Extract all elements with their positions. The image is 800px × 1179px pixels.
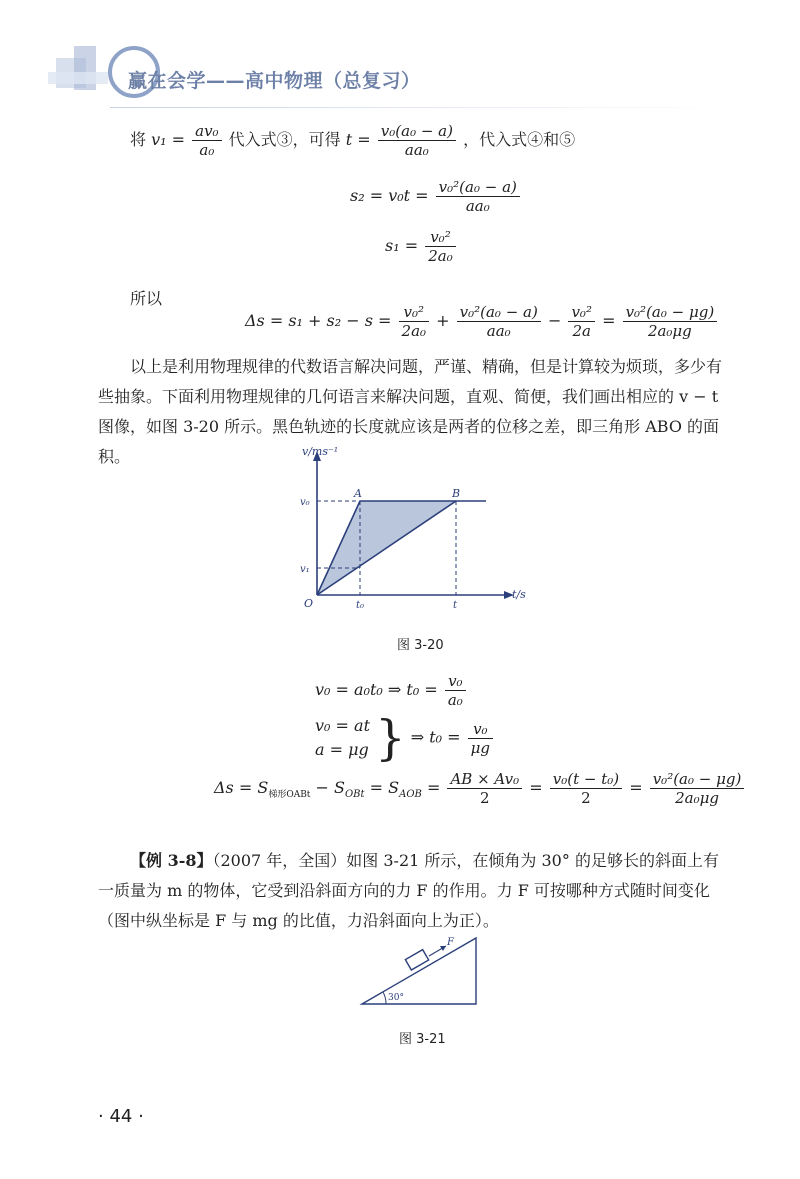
fraction xyxy=(447,770,522,807)
eq-lhs: s₁ = xyxy=(385,236,419,255)
eq-mid2: = S xyxy=(364,778,400,797)
figure-3-21-caption: 图 3-21 xyxy=(399,1032,446,1047)
frac-den: a₀ xyxy=(447,691,463,709)
equation-s2 xyxy=(350,178,522,215)
example-3-8 xyxy=(98,846,730,936)
header-rule xyxy=(110,107,730,108)
point-b-label: B xyxy=(452,487,461,500)
frac-den: aa₀ xyxy=(404,141,429,159)
frac-num: v₀² xyxy=(568,303,595,322)
fraction xyxy=(425,228,456,265)
text-pre: 将 xyxy=(130,130,152,149)
brace-icon: } xyxy=(375,710,406,766)
op-eq: = xyxy=(529,778,543,797)
sub-trapezoid: 梯形OABt xyxy=(268,790,311,801)
sub-obt: OBt xyxy=(344,789,365,801)
figure-3-20-caption: 图 3-20 xyxy=(397,638,444,653)
eq-line-b: a = μg xyxy=(315,740,369,759)
frac-den: 2 xyxy=(581,789,591,807)
frac-den: aa₀ xyxy=(486,322,511,340)
angle-arc xyxy=(383,992,386,1004)
frac-num: v₀²(a₀ − a) xyxy=(457,303,541,322)
fraction xyxy=(399,303,430,340)
header-title: 赢在会学——高中物理（总复习） xyxy=(128,70,421,92)
eq-v1: v₁ = xyxy=(151,130,186,149)
eq-rhs: ⇒ t₀ = xyxy=(410,727,461,747)
figure-3-21 xyxy=(358,932,483,1012)
text-post: ，代入式④和⑤ xyxy=(463,130,576,149)
frac-num: v₀² xyxy=(425,228,456,247)
frac-den: μg xyxy=(470,738,491,757)
x-axis-label: t/s xyxy=(512,588,526,601)
text-mid: 代入式③，可得 xyxy=(228,130,346,149)
angle-label: 30° xyxy=(388,993,404,1003)
frac-den: 2a₀μg xyxy=(647,322,692,340)
equation-area xyxy=(214,770,746,807)
frac-num: v₀²(a₀ − μg) xyxy=(623,303,718,322)
fraction xyxy=(445,672,466,709)
tick-t: t xyxy=(453,600,458,611)
example-text: （2007 年，全国）如图 3-21 所示，在倾角为 30° 的足够长的斜面上有一质量为 m 的物体，它受到沿斜面方向的力 F 的作用。力 F 可按哪种方式随时间变化（图中纵坐标是 F 与 mg 的比值，力沿斜面向上为正）。 xyxy=(98,851,719,930)
eq-lhs: Δs = s₁ + s₂ − s = xyxy=(245,311,392,330)
equation-t0-a0 xyxy=(315,672,468,709)
incline-triangle xyxy=(362,938,476,1004)
figure-3-20 xyxy=(290,445,540,615)
origin-label: O xyxy=(304,597,314,610)
eq-lhs: s₂ = v₀t = xyxy=(350,186,429,205)
op-eq: = xyxy=(421,778,441,797)
fraction xyxy=(623,303,718,340)
frac-num: v₀ xyxy=(468,720,493,739)
frac-den: 2a₀ xyxy=(428,247,453,265)
frac-num: v₀(a₀ − a) xyxy=(378,122,456,141)
fraction xyxy=(192,122,221,159)
frac-den: 2a₀ xyxy=(401,322,427,340)
eq-mid1: − S xyxy=(310,778,345,797)
eq-system xyxy=(315,714,370,762)
example-label: 【例 3-8】 xyxy=(130,851,213,870)
text-suoyi: 所以 xyxy=(130,289,163,308)
tick-v1: v₁ xyxy=(300,564,310,575)
force-label: F xyxy=(447,937,454,948)
fraction xyxy=(550,770,622,807)
page-number: · 44 · xyxy=(98,1106,144,1127)
paragraph-geometric: 以上是利用物理规律的代数语言解决问题，严谨、精确，但是计算较为烦琐，多少有些抽象。下面利用物理规律的几何语言来解决问题，直观、简便，我们画出相应的 v − t 图像，如图 3-20 所示。黑色轨迹的长度就应该是两者的位移之差，即三角形 ABO 的面积。 xyxy=(98,357,723,466)
equation-line-1 xyxy=(130,122,575,159)
op-minus: − xyxy=(547,311,562,330)
eq-lhs: Δs = S xyxy=(214,778,269,797)
sub-aob: AOB xyxy=(399,789,422,801)
frac-num: v₀²(a₀ − a) xyxy=(436,178,520,197)
frac-num: v₀²(a₀ − μg) xyxy=(650,770,745,789)
frac-num: AB × Av₀ xyxy=(447,770,522,789)
fraction xyxy=(468,720,493,757)
equation-delta-s xyxy=(245,303,719,340)
fraction xyxy=(436,178,520,215)
fraction xyxy=(650,770,745,807)
frac-num: v₀² xyxy=(399,303,430,322)
frac-den: 2a₀μg xyxy=(675,789,719,807)
frac-den: a₀ xyxy=(199,141,215,159)
frac-den: 2 xyxy=(480,789,490,807)
frac-den: aa₀ xyxy=(465,197,490,215)
eq-t: t = xyxy=(345,130,371,149)
eq-lhs: v₀ = a₀t₀ ⇒ t₀ = xyxy=(315,680,438,699)
eq-line-a: v₀ = at xyxy=(315,716,370,735)
point-a-label: A xyxy=(354,487,362,500)
fraction xyxy=(457,303,541,340)
tick-v0: v₀ xyxy=(300,497,310,508)
frac-num: v₀(t − t₀) xyxy=(550,770,622,789)
frac-num: v₀ xyxy=(445,672,466,691)
op-eq: = xyxy=(629,778,643,797)
equation-t0-mug xyxy=(315,710,495,766)
y-axis-label: v/ms⁻¹ xyxy=(302,445,339,458)
op-plus: + xyxy=(436,311,450,330)
frac-num: av₀ xyxy=(192,122,221,141)
equation-s1 xyxy=(385,228,458,265)
fraction xyxy=(568,303,595,340)
op-eq: = xyxy=(602,311,616,330)
tick-t0: t₀ xyxy=(356,600,365,611)
fraction xyxy=(378,122,456,159)
frac-den: 2a xyxy=(572,322,591,340)
